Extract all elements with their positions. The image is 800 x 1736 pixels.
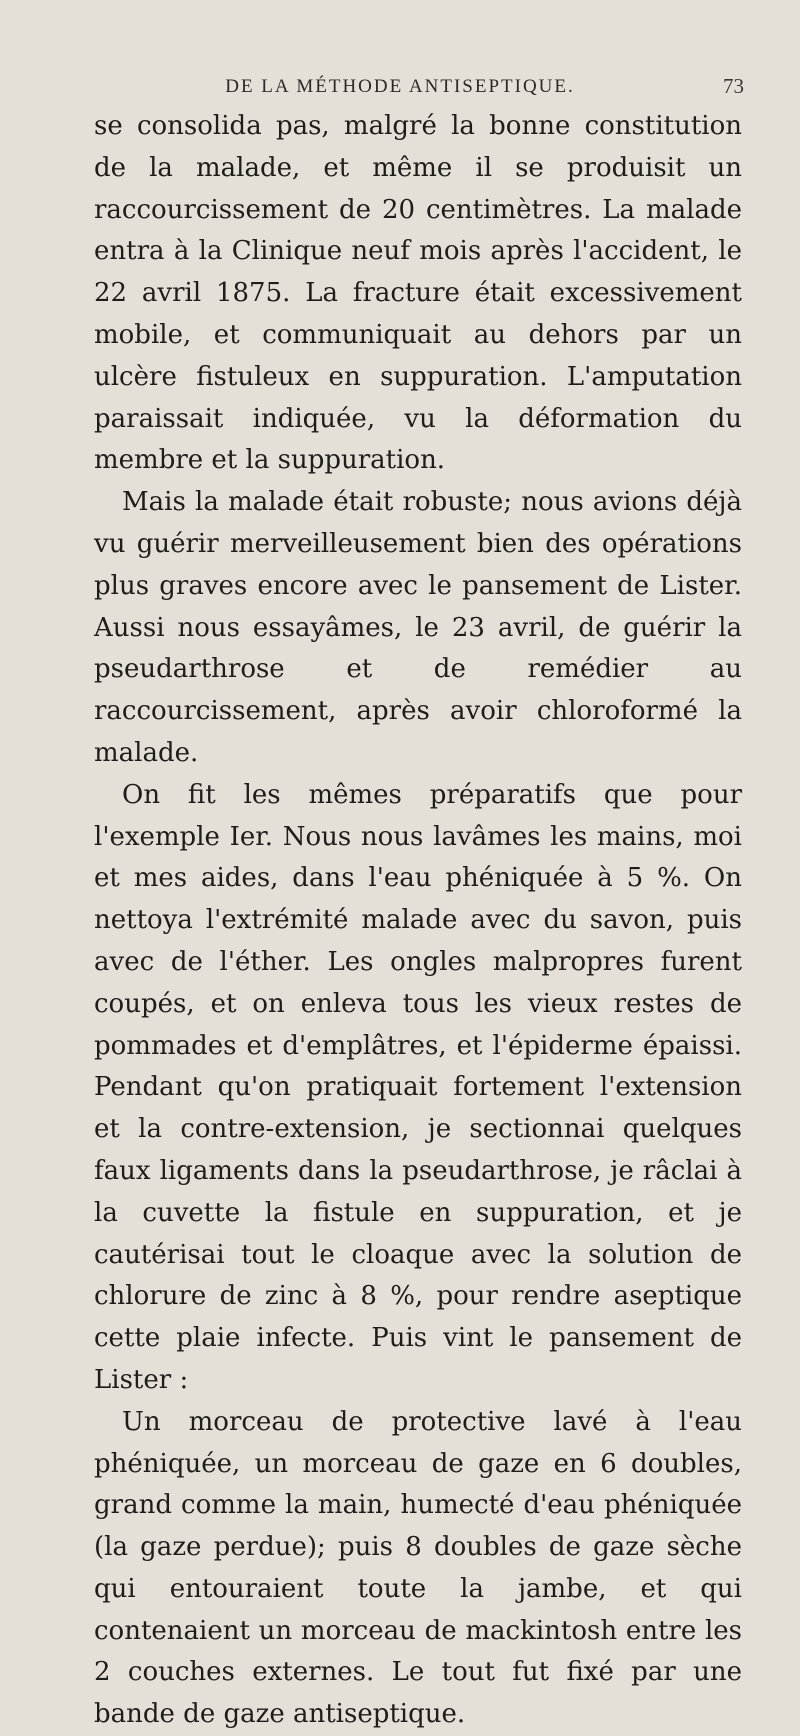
paragraph-4: Un morceau de protective lavé à l'eau phéniquée, un morceau de gaze en 6 doubles, grand comme la main, humecté d'eau phéniquée (la gaze perdue); puis 8 doubles de gaze sèche qui entouraient toute la jambe, et qui contenaient un morceau de mackintosh entre les 2 couches externes. Le tout fut fixé par une bande de gaze antiseptique. [94,1406,742,1730]
paragraph-3: On fit les mêmes préparatifs que pour l'exemple Ier. Nous nous lavâmes les mains, moi et mes aides, dans l'eau phéniquée à 5 %. On nettoya l'extrémité malade avec du savon, puis avec de l'éther. Les ongles malpropres furent coupés, et on enleva tous les vieux restes de pommades et d'emplâtres, et l'épiderme épaissi. Pendant qu'on pratiquait fortement l'extension et la contre-extension, je sectionnai quelques faux ligaments dans la pseudarthrose, je râclai à la cuvette la fistule en suppuration, et je cautérisai tout le cloaque avec la solution de chlorure de zinc à 8 %, pour rendre aseptique cette plaie infecte. Puis vint le pansement de Lister : [94,779,742,1395]
body-text [94,106,742,1736]
page-number: 73 [723,74,744,98]
paragraph-2: Mais la malade était robuste; nous avions déjà vu guérir merveilleusement bien des opérations plus graves encore avec le pansement de Lister. Aussi nous essayâmes, le 23 avril, de guérir la pseudarthrose et de remédier au raccourcissement, après avoir chloroformé la malade. [94,487,742,768]
paragraph-1: se consolida pas, malgré la bonne constitution de la malade, et même il se produisit un raccourcissement de 20 centimètres. La malade entra à la Clinique neuf mois après l'accident, le 22 avril 1875. La fracture était excessivement mobile, et communiquait au dehors par un ulcère fistuleux en suppuration. L'amputation paraissait indiquée, vu la déformation du membre et la suppuration. [94,111,742,476]
running-head: DE LA MÉTHODE ANTISEPTIQUE. [225,76,575,97]
